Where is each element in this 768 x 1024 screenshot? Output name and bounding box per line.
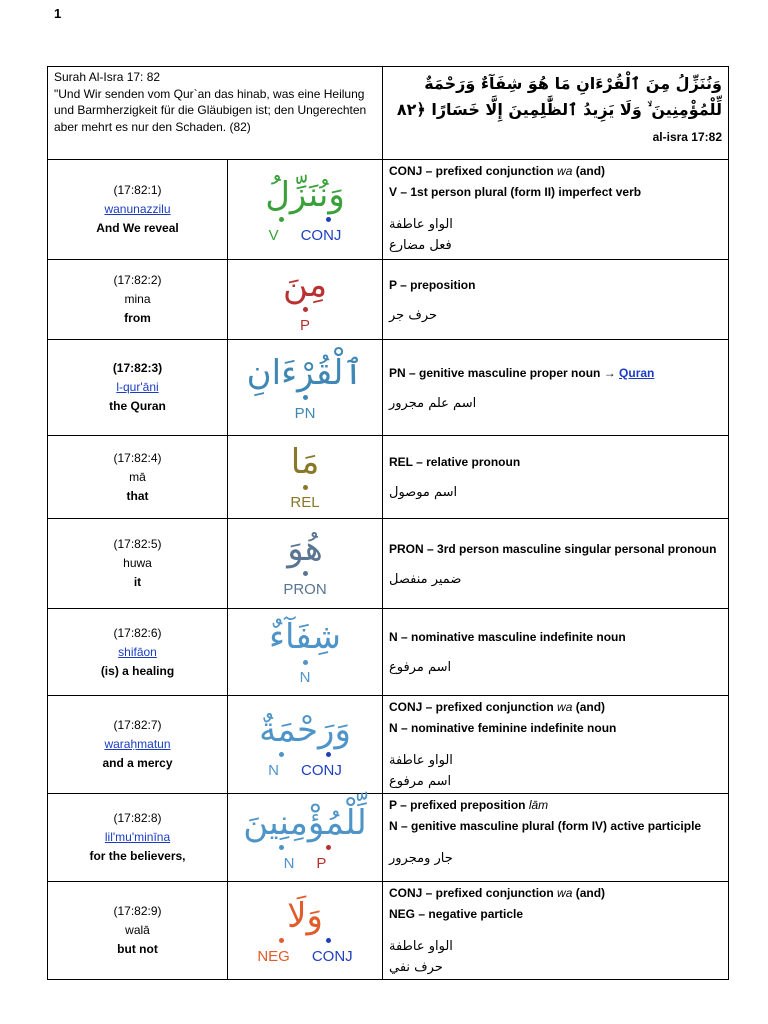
arabic-word: مَا: [290, 442, 320, 482]
word-reference-cell: [48, 340, 228, 436]
segment-tags: [228, 404, 382, 424]
arabic-grammar-note: الواو عاطفة: [389, 217, 453, 232]
transliteration: mā: [129, 469, 146, 484]
word-reference-cell: [48, 794, 228, 882]
transliteration: walā: [125, 923, 150, 937]
arabic-word-cell: [228, 696, 383, 794]
grammar-cell: [383, 794, 729, 882]
grammar-line: N – nominative masculine indefinite noun: [389, 630, 626, 644]
segment-tag: CONJ: [300, 226, 342, 244]
segment-dot: [279, 938, 284, 943]
arabic-word-cell: [228, 340, 383, 436]
word-location: (17:82:7): [113, 718, 162, 732]
english-gloss: (is) a healing: [100, 663, 175, 678]
table-row: [48, 260, 729, 340]
arabic-word: هُوَ: [287, 528, 323, 569]
verse-ref-label: al-isra 17:82: [652, 130, 722, 144]
grammar-line: P – prefixed preposition lām: [389, 798, 549, 812]
transliteration-link[interactable]: lil'mu'minīna: [104, 830, 171, 844]
arabic-grammar-note: حرف جر: [389, 307, 438, 323]
grammar-cell: [383, 519, 729, 609]
arabic-word: ٱلْقُرْءَانِ: [246, 352, 364, 393]
transliteration-link[interactable]: wanunazzilu: [104, 202, 171, 216]
word-location: (17:82:2): [113, 273, 162, 287]
segment-tag: PRON: [283, 580, 327, 598]
arabic-grammar-note: الواو عاطفة: [389, 939, 453, 954]
transliteration-link[interactable]: waraḥmatun: [104, 737, 171, 751]
arabic-grammar-note: الواو عاطفة: [389, 753, 453, 768]
arabic-word-cell: [228, 882, 383, 980]
transliteration: mina: [124, 292, 151, 306]
surah-reference: Surah Al-Isra 17: 82: [54, 70, 161, 84]
word-location: (17:82:3): [112, 361, 163, 375]
table-row: [48, 160, 729, 260]
grammar-cell: [383, 882, 729, 980]
verse-arabic: وَنُنَزِّلُ مِنَ ٱلْقُرْءَانِ مَا هُوَ شِفَآءٌ وَرَحْمَةٌ لِّلْمُؤْمِنِينَ ۙ وَلَا يَزِيدُ ٱلظَّٰلِمِينَ إِلَّا خَسَارًا ﴿٨٢: [396, 74, 722, 119]
arabic-grammar-note: اسم موصول: [389, 485, 458, 500]
arabic-grammar-note: اسم مرفوع: [389, 774, 452, 789]
segment-tag: REL: [290, 494, 320, 511]
english-gloss: that: [126, 488, 149, 503]
word-reference-cell: [48, 519, 228, 609]
arabic-word: وَنُنَزِّلُ: [265, 174, 345, 215]
arabic-grammar-note: ضمير منفصل: [389, 571, 462, 587]
segment-tag: N: [268, 761, 279, 779]
word-location: (17:82:9): [113, 904, 162, 918]
segment-tag: PN: [294, 404, 316, 422]
english-gloss: it: [133, 575, 142, 589]
arabic-grammar-note: جار ومجرور: [389, 851, 453, 866]
segment-dot: [326, 217, 331, 222]
grammar-cell: [383, 340, 729, 436]
grammar-line: REL – relative pronoun: [389, 455, 521, 469]
segment-tag: N: [283, 854, 295, 872]
segment-tags: [228, 316, 382, 336]
segment-tag: N: [299, 669, 311, 686]
page-number: 1: [54, 6, 62, 21]
grammar-line: CONJ – prefixed conjunction wa (and): [389, 700, 606, 714]
arabic-word-cell: [228, 260, 383, 340]
segment-dot: [279, 845, 284, 850]
verse-header-row: [48, 67, 729, 160]
word-location: (17:82:4): [113, 450, 162, 465]
grammar-line: PRON – 3rd person masculine singular personal pronoun: [389, 541, 717, 556]
transliteration: huwa: [123, 556, 152, 570]
segment-dot: [303, 571, 308, 576]
table-row: [48, 436, 729, 519]
grammar-line: PN – genitive masculine proper noun → Quran: [389, 365, 655, 380]
segment-dot: [279, 752, 284, 757]
segment-tags: [228, 854, 382, 874]
arabic-word: مِنَ: [282, 264, 328, 305]
grammar-line: P – preposition: [389, 277, 476, 292]
grammar-line: CONJ – prefixed conjunction wa (and): [389, 886, 606, 900]
segment-tags: [228, 580, 382, 600]
word-reference-cell: [48, 882, 228, 980]
grammar-line: V – 1st person plural (form II) imperfect verb: [389, 185, 642, 199]
table-row: [48, 340, 729, 436]
arabic-word: وَلَا: [287, 895, 323, 936]
segment-tag: P: [316, 854, 327, 872]
arabic-word-cell: [228, 609, 383, 696]
segment-dot: [326, 845, 331, 850]
segment-dot: [326, 752, 331, 757]
segment-tags: [228, 668, 382, 688]
word-reference-cell: [48, 609, 228, 696]
word-location: (17:82:8): [113, 811, 162, 825]
table-row: [48, 519, 729, 609]
segment-tag: P: [299, 316, 310, 334]
word-location: (17:82:1): [113, 183, 162, 197]
word-reference-cell: [48, 260, 228, 340]
segment-tag: CONJ: [311, 947, 353, 965]
grammar-line: N – nominative feminine indefinite noun: [389, 721, 617, 735]
transliteration-link[interactable]: l-qur'āni: [116, 380, 159, 394]
german-translation: "Und Wir senden vom Qur`an das hinab, was eine Heilung und Barmherzigkeit für die Gläubigen ist; den Ungerechten aber mehrt es nur den Schaden. (82): [54, 86, 367, 134]
word-analysis-table: [47, 66, 729, 980]
segment-tag: V: [268, 226, 279, 244]
table-row: [48, 696, 729, 794]
verse-arabic-cell: [383, 67, 729, 160]
grammar-line: N – genitive masculine plural (form IV) active participle: [389, 819, 702, 833]
arabic-grammar-note: حرف نفي: [389, 960, 443, 975]
segment-dot: [326, 938, 331, 943]
segment-tags: [228, 226, 382, 246]
english-gloss: but not: [117, 942, 158, 956]
grammar-cell: [383, 696, 729, 794]
english-gloss: from: [124, 311, 151, 325]
segment-tag: CONJ: [301, 761, 342, 779]
segment-tags: [228, 761, 382, 781]
verse-arabic-text: [389, 71, 722, 150]
table-row: [48, 794, 729, 882]
grammar-line: CONJ – prefixed conjunction wa (and): [389, 164, 606, 178]
segment-tags: [228, 493, 382, 513]
arabic-word-cell: [228, 160, 383, 260]
segment-tag: NEG: [257, 947, 290, 965]
english-gloss: And We reveal: [96, 221, 179, 235]
segment-dot: [303, 660, 308, 665]
arabic-word: وَرَحْمَةٌ: [259, 709, 351, 750]
table-row: [48, 882, 729, 980]
grammar-line: NEG – negative particle: [389, 907, 524, 921]
grammar-cell: [383, 260, 729, 340]
arabic-word: شِفَآءٌ: [268, 617, 342, 657]
segment-dot: [303, 307, 308, 312]
segment-dot: [279, 217, 284, 222]
table-row: [48, 609, 729, 696]
word-location: (17:82:5): [113, 537, 162, 551]
english-gloss: and a mercy: [102, 756, 173, 770]
verse-translation-cell: [48, 67, 383, 160]
arabic-grammar-note: فعل مضارع: [389, 238, 452, 253]
lemma-link[interactable]: Quran: [619, 365, 655, 380]
english-gloss: for the believers,: [89, 849, 186, 863]
word-reference-cell: [48, 436, 228, 519]
segment-dot: [303, 395, 308, 400]
transliteration-link[interactable]: shifāon: [118, 644, 157, 659]
segment-dot: [303, 485, 308, 490]
word-location: (17:82:6): [113, 625, 162, 640]
english-gloss: the Quran: [109, 399, 166, 413]
grammar-cell: [383, 436, 729, 519]
grammar-cell: [383, 160, 729, 260]
arabic-word-cell: [228, 436, 383, 519]
word-reference-cell: [48, 696, 228, 794]
arabic-grammar-note: اسم علم مجرور: [389, 395, 477, 411]
arabic-word-cell: [228, 519, 383, 609]
grammar-cell: [383, 609, 729, 696]
word-reference-cell: [48, 160, 228, 260]
arabic-word-cell: [228, 794, 383, 882]
arabic-word: لِّلْمُؤْمِنِينَ: [243, 802, 367, 843]
segment-tags: [228, 947, 382, 967]
arabic-grammar-note: اسم مرفوع: [389, 660, 452, 675]
